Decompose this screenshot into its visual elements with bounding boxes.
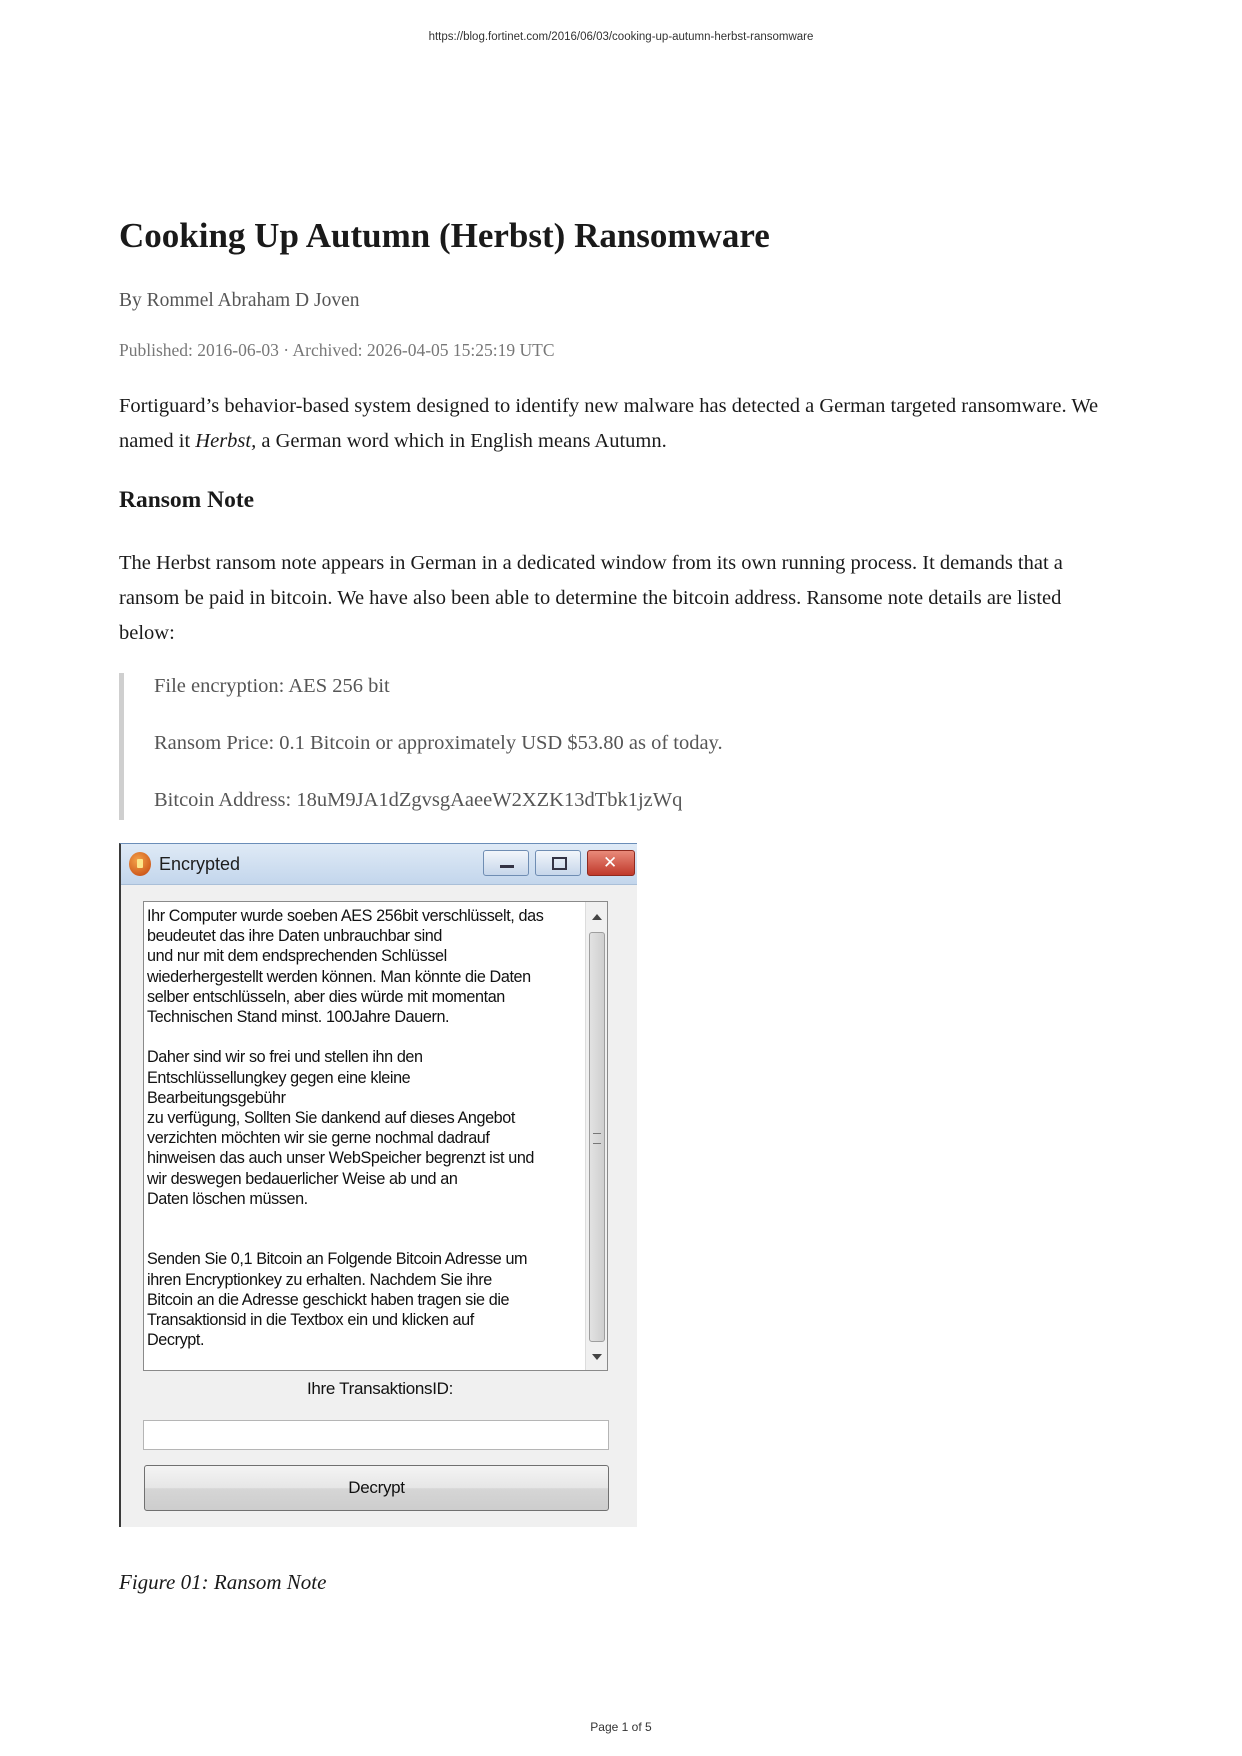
close-button[interactable] (587, 850, 635, 876)
section-heading: Ransom Note (119, 487, 255, 513)
scroll-down-icon[interactable] (592, 1354, 602, 1360)
ransom-note-text: Ihr Computer wurde soeben AES 256bit verschlüsselt, das beudeutet das ihre Daten unbrauchbar sind und nur mit dem endsprechenden Schlüssel wiederhergestellt werden können. Man könnte die Daten selber entschlüsseln, aber dies würde mit momentan Technischen Stand minst. 100Jahre Dauern. Daher sind wir so frei und stellen ihn den Entschlüssellungkey gegen eine kleine Bearbeitungsgebühr zu verfügung, Sollten Sie dankend auf dieses Angebot verzichten möchten wir sie gerne nochmal dadrauf hinweisen das auch unser WebSpeicher begrenzt ist und wir deswegen bedauerlicher Weise ab und an Daten löschen müssen. Senden Sie 0,1 Bitcoin an Folgende Bitcoin Adresse um ihren Encryptionkey zu erhalten. Nachdem Sie ihre Bitcoin an die Adresse geschickt haben tragen sie die Transaktionsid in die Textbox ein und klicken auf Decrypt. (147, 907, 544, 1350)
section-paragraph: The Herbst ransom note appears in German in a dedicated window from its own running process. It demands that a ransom be paid in bitcoin. We have also been able to determine the bitcoin address. Ransome note details are listed below: (119, 552, 1063, 644)
decrypt-button[interactable]: Decrypt (144, 1465, 609, 1511)
ransom-note-textbox[interactable] (143, 901, 608, 1371)
window-title: Encrypted (159, 854, 241, 874)
article-byline: By Rommel Abraham D Joven (119, 290, 360, 311)
scroll-thumb[interactable] (589, 932, 605, 1342)
intro-text-start: Fortiguard’s behavior-based system designed to identify new malware has detected a German targeted ransomware. We named it (119, 395, 1099, 452)
window-titlebar[interactable] (121, 844, 637, 885)
maximize-button[interactable] (535, 850, 581, 876)
transaction-id-label: Ihre TransaktionsID: (306, 1379, 454, 1398)
intro-emphasis: Herbst, (195, 430, 257, 452)
detail-bitcoin-address: Bitcoin Address: 18uM9JA1dZgvsgAaeeW2XZK13dTbk1jzWq (154, 789, 683, 811)
page-number: Page 1 of 5 (590, 1720, 652, 1734)
detail-price: Ransom Price: 0.1 Bitcoin or approximately USD $53.80 as of today. (154, 732, 723, 754)
article-title: Cooking Up Autumn (Herbst) Ransomware (119, 216, 770, 255)
article-meta: Published: 2016-06-03 · Archived: 2026-04-05 15:25:19 UTC (119, 340, 555, 360)
figure-caption: Figure 01: Ransom Note (119, 1570, 327, 1594)
intro-paragraph (119, 389, 1119, 459)
lock-icon (129, 852, 151, 876)
minimize-button[interactable] (483, 850, 529, 876)
transaction-id-input[interactable] (143, 1420, 609, 1450)
detail-encryption: File encryption: AES 256 bit (154, 675, 390, 697)
page-url-header: https://blog.fortinet.com/2016/06/03/cooking-up-autumn-herbst-ransomware (428, 31, 814, 43)
ransom-details-blockquote (119, 673, 1079, 820)
scroll-up-icon[interactable] (592, 914, 602, 920)
vertical-scrollbar[interactable] (585, 902, 607, 1370)
ransom-note-window (119, 843, 637, 1527)
intro-text-end: a German word which in English means Autumn. (256, 430, 667, 452)
